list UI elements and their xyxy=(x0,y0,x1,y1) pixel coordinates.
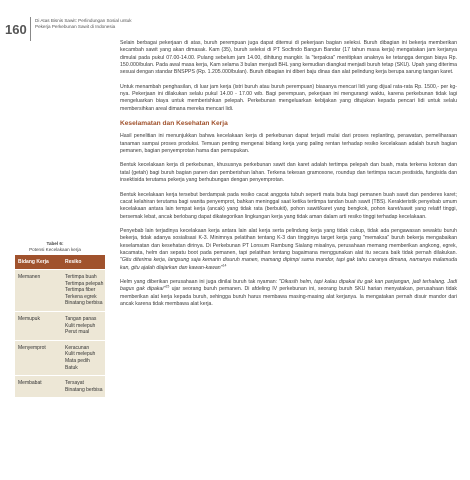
running-header xyxy=(35,18,195,30)
risk-item: Tertimpa fiber xyxy=(65,287,96,294)
body-text xyxy=(120,40,457,315)
paragraph-5: Bentuk kecelakaan kerja tersebut berdampak pada resiko cacat anggota tubuh seperti mata buta bagi pemanen buah sawit dan penderes karet; cacat kelahiran terutama bagi wanita penyemprot, bahkan meninggal saat ketika tertimpa tandan buah sawit (TBS). Kerakteristik penyebab umum kecelakaan antara lain tempat kerja (ancak) yang tidak rata (berbukit), pohon sawit/karet yang bengkok, pohon karet/sawit yang relatif tinggi, bersemak lebat, ancak berlobang dapat dikategorikan lingkungan kerja yang tidak aman dalam arti resiko tinggi terhadap kecelakaan. xyxy=(120,191,457,220)
paragraph-6-text: Penyebab lain terjadinya kecelakaan kerja antara lain alat kerja serta pelindung kerja yang tidak cukup, tidak ada pengawasan sewaktu buruh bekerja, tidak adanya sosialisasi K-3. Minimnya pelatihan tentang K-3 dan tingginya target kerja yang "memaksa" buruh bekerja mengabaikan keselamatan dan kesehatan dirinya. Di Perkebunan PT Lonsum Rambung Sialang misalnya, perusahaan memang memberikan angkong, egrek, kacamata, helm dan sepatu boot pada pemanen, tapi pelatihan tentang bagaimana menggunakan alat itu secara baik tidak pernah dilakukan. xyxy=(120,227,457,256)
running-header-line2: Pekerja Perkebunan Sawit di Indonesia xyxy=(35,24,116,29)
table-cell-risks xyxy=(55,316,105,336)
table-header-risk: Resiko xyxy=(65,258,82,265)
table-header xyxy=(15,255,105,269)
table-cell-field: Memupuk xyxy=(18,315,40,322)
paragraph-6 xyxy=(120,228,457,272)
risk-item: Tertimpa pelepah xyxy=(65,280,104,287)
risk-item: Mata pedih xyxy=(65,357,90,364)
risk-item: Batuk xyxy=(65,364,78,371)
risk-item: Kulit melepuh xyxy=(65,322,96,329)
paragraph-4: Bentuk kecelakaan kerja di perkebunan, khususnya perkebunan sawit dan karet adalah tertimpa pelepah dan buah, mata terkena kotoran dan tatal (getah) bagi buruh bagian panen dan pemberishan lahan. Terkena tekesan gramoxone, roundup dan tertimpa racun pestisida, fungisida dan insektisida terutama pekerja yang berhubungan dengan penyemprotan. xyxy=(120,162,457,184)
table-row xyxy=(15,375,105,397)
paragraph-6-quote: "Gitu diterima kerja, langsung saja kemarin disuruh manen, mamang dipimpi sama mandor, tapi gak tahu caranya dimana, namanya malamuda kan, gitu ajalah diajarkan dan kawan-kawan" xyxy=(120,257,457,271)
paragraph-3: Hasil penelitian ini menunjukkan bahwa kecelakaan kerja di perkebunan dapat terjadi mulai dari proses replanting, perawatan, pemeliharaan tanaman sampai proses produksi. Temuan penting mengenai bidang kerja yang paling rentan terhadap resiko kecelakaan adalah buruh bagian pemanen, bagian penyemprotan hama dan pemupukan. xyxy=(120,133,457,155)
risk-item: Binatang berbisa xyxy=(65,386,103,393)
table-cell-risks xyxy=(55,345,105,371)
table-caption-subtitle: Potensi Kecelakaan kerja xyxy=(29,247,81,252)
table-cell-risks xyxy=(55,274,105,307)
risk-item: Keracunan xyxy=(65,344,90,351)
risk-item: Terkena egrek xyxy=(65,293,97,300)
risk-item: Binatang berbisa xyxy=(65,300,103,307)
table-cell-field: Membabat xyxy=(18,380,42,387)
footnote-ref-15: 15 xyxy=(165,284,170,289)
risk-item: Perut mual xyxy=(65,329,90,336)
table-caption xyxy=(15,241,95,253)
table-cell-field: Memanen xyxy=(18,274,41,280)
page-number: 160 xyxy=(5,22,27,37)
table-header-field: Bidang Kerja xyxy=(18,258,49,265)
header-divider xyxy=(30,17,31,41)
risk-item: Tertimpa buah xyxy=(65,274,97,280)
table-row xyxy=(15,340,105,375)
running-header-line1: Di Atas Bisnis Sawit: Perlindungan Sosial untuk xyxy=(35,18,132,23)
paragraph-7-text-end: ujar seorang buruh pemanen. Di afdeling IV perkebunan ini, seorang buruh SKU harian menyatakan, perusahaan tidak memberikan alat kerja kepada buruh, sehingga buruh harus membawa masing-masing alat kerjanya. Ia mengatakan pernah disuir mandor dari ancak karena tidak membawa alat kerja. xyxy=(120,286,457,307)
paragraph-7-text: Helm yang diberikan perusahaan ini juga dinilai buruh tak nyaman: xyxy=(120,278,279,285)
risk-item: Kulit melepuh xyxy=(65,351,96,358)
paragraph-7-quote: "Dikasih helm, tapi kalau dipakai itu gak kan panjangan, jadi terhalang. Jadi bagus gak dipakai" xyxy=(120,278,457,293)
table-cell-risks xyxy=(55,380,105,393)
risk-item: Tersayat xyxy=(65,380,84,387)
paragraph-1: Selain berbagai pekerjaan di atas, buruh perempuan juga dapat ditemui di pekerjaan bagian seleksi. Buruh dibagian ini bekerja memberikan kecambah sawit yang akan dimasak. Kam (35), buruh seleksi di PT Socfindo Bangun Bandar (17 tahun masa kerja) mengatakan jam kerjanya dimulai pada pukul 07.00-14.00. Pulang sebelum jam 14.00, dihitung mangkir. Ia "terpaksa" menitipkan anaknya ke tetangga dengan biaya Rp. 150.000/bulan. Pada awal masa kerja, Kam selama 3 bulan menjadi BHL yang kemudian diangkat menjadi buruh tetap (SKU). Upah yang diterima sesuai dengan standar BNSPPS (Rp. 1.205.000/bulan). Buruh dibagian ini diberi baju dinas dan alat pelindung kerja berupa sarung tangan karet. xyxy=(120,40,457,76)
section-title: Keselamatan dan Kesehatan Kerja xyxy=(120,120,228,128)
table-cell-field: Menyemprot xyxy=(18,344,46,351)
paragraph-7 xyxy=(120,279,457,308)
table-row xyxy=(15,311,105,340)
table-row xyxy=(15,269,105,311)
table-caption-title: Tabel 6: xyxy=(46,241,64,246)
footnote-ref-14: 14 xyxy=(222,262,227,267)
paragraph-2: Untuk menambah penghasilan, di luar jam kerja (istri buruh atau buruh perempuan) biasanya mencari lidi yang dijual rata-rata Rp. 1500,- per kg-nya. Pekerjaan ini dilakukan selalu pukul 14.00 - 17.00 wib. Bagi perempuan, pekerjaan ini mengurangi waktu, karena perkebunan tidak lagi mengeluarkan biaya untuk memberishkan pelepah. Perkebunan mengeluarkan kebijakan yang ditujukan kepada pencari lidi untuk selalu membersihkan areal dimana mereka mencari lidi. xyxy=(120,83,457,112)
risk-table xyxy=(15,255,105,397)
risk-item: Tangan panas xyxy=(65,315,97,322)
